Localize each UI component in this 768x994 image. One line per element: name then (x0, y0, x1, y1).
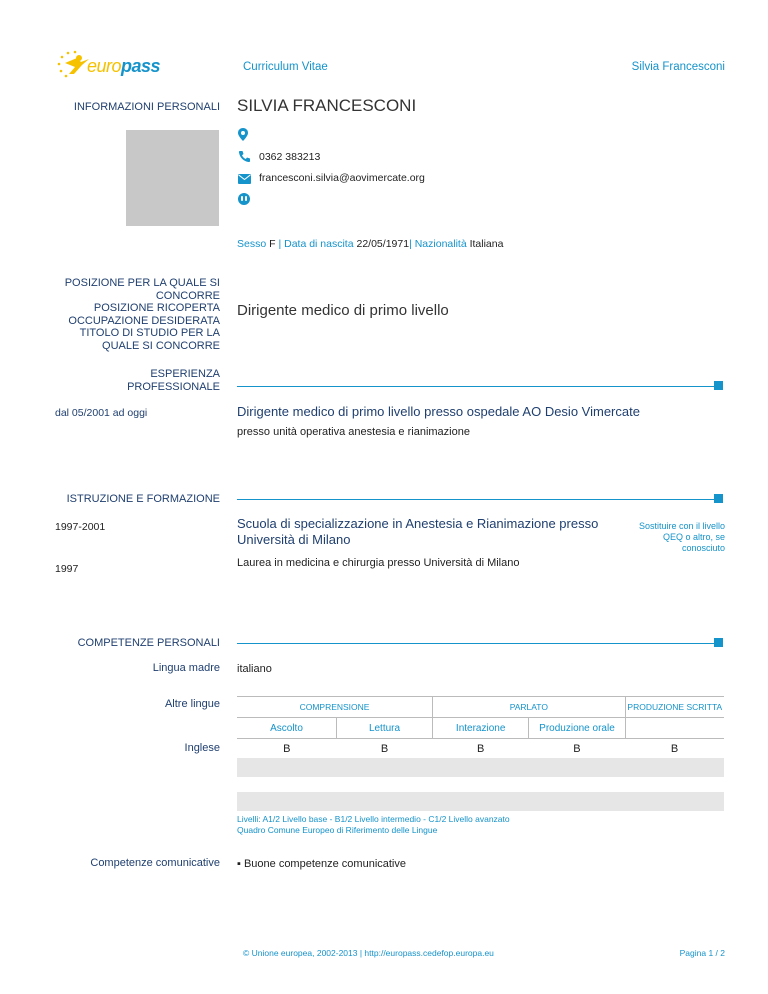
experience-title: Dirigente medico di primo livello presso ospedale AO Desio Vimercate (237, 404, 640, 419)
position-label: POSIZIONE PER LA QUALE SI CONCORRE POSIZIONE RICOPERTA OCCUPAZIONE DESIDERATA TITOLO DI STUDIO PER LA QUALE SI CONCORRE (64, 277, 220, 352)
sex-label: Sesso (237, 238, 267, 250)
europass-logo (55, 50, 165, 80)
experience-date: dal 05/2001 ad oggi (55, 407, 148, 419)
education-label: ISTRUZIONE E FORMAZIONE (66, 493, 220, 505)
personal-info-label: INFORMAZIONI PERSONALI (73, 101, 220, 113)
communication-label: Competenze comunicative (90, 857, 220, 869)
skills-label: COMPETENZE PERSONALI (77, 637, 220, 649)
phone-number[interactable]: 0362 383213 (259, 151, 321, 163)
sex-value: F (269, 238, 276, 250)
location-icon (238, 128, 248, 141)
messenger-icon (238, 193, 250, 205)
experience-divider-square (714, 381, 723, 390)
education-desc-2: Laurea in medicina e chirurgia presso Università di Milano (237, 557, 520, 569)
education-date-2: 1997 (55, 563, 79, 575)
level-produzione-orale: B (573, 743, 581, 755)
position-value: Dirigente medico di primo livello (237, 302, 449, 319)
education-divider (237, 499, 714, 500)
experience-label: ESPERIENZA PROFESSIONALE (127, 368, 220, 393)
header-produzione-scritta: PRODUZIONE SCRITTA (627, 702, 723, 712)
nationality-label: Nazionalità (414, 238, 467, 250)
education-divider-square (714, 494, 723, 503)
education-title-1: Scuola di specializzazione in Anestesia e Rianimazione presso Università di Milano (237, 516, 599, 547)
education-date-1: 1997-2001 (55, 521, 106, 533)
other-languages-label: Altre lingue (164, 698, 220, 710)
header-produzione-orale: Produzione orale (529, 718, 625, 739)
level-interazione: B (477, 743, 485, 755)
email-icon (238, 174, 251, 184)
table-gray-row-2 (237, 792, 724, 811)
nationality-value: Italiana (469, 238, 504, 250)
mother-tongue-label: Lingua madre (152, 662, 220, 674)
mother-tongue-value: italiano (237, 663, 272, 675)
birth-label: Data di nascita (284, 238, 354, 250)
levels-note: Livelli: A1/2 Livello base - B1/2 Livello intermedio - C1/2 Livello avanzato Quadro Comune Europeo di Riferimento delle Lingue (237, 814, 510, 835)
phone-icon (238, 150, 251, 163)
level-lettura: B (380, 743, 389, 755)
header-ascolto: Ascolto (237, 718, 337, 739)
language-table (237, 696, 724, 760)
education-note: Sostituire con il livello QEQ o altro, se conosciuto (638, 521, 725, 553)
experience-divider (237, 386, 714, 387)
level-produzione-scritta: B (670, 743, 679, 755)
email-address[interactable]: francesconi.silvia@aovimercate.org (259, 172, 425, 184)
skills-divider (237, 643, 714, 644)
communication-value: ▪ Buone competenze comunicative (237, 858, 406, 870)
experience-desc: presso unità operativa anestesia e rianimazione (237, 426, 470, 438)
logo-euro-text: euro (87, 56, 122, 76)
level-ascolto: B (283, 743, 291, 755)
footer-page-number: Pagina 1 / 2 (679, 948, 725, 958)
header-parlato: PARLATO (433, 697, 626, 718)
birth-date: 22/05/1971 (356, 238, 410, 250)
header-name: Silvia Francesconi (631, 61, 725, 73)
skills-divider-square (714, 638, 723, 647)
header-interazione: Interazione (433, 718, 529, 739)
logo-pass-text: pass (121, 56, 161, 76)
photo-placeholder (126, 130, 219, 226)
doc-title: Curriculum Vitae (243, 61, 328, 73)
full-name: SILVIA FRANCESCONI (237, 96, 417, 115)
language-name: Inglese (184, 742, 220, 754)
table-gray-row-1 (237, 758, 724, 777)
footer-copyright[interactable]: © Unione europea, 2002-2013 | http://europass.cedefop.europa.eu (243, 948, 494, 958)
header-lettura: Lettura (337, 718, 433, 739)
header-comprensione: COMPRENSIONE (237, 697, 433, 718)
personal-details: Sesso F | Data di nascita 22/05/1971| Nazionalità Italiana (237, 238, 504, 250)
